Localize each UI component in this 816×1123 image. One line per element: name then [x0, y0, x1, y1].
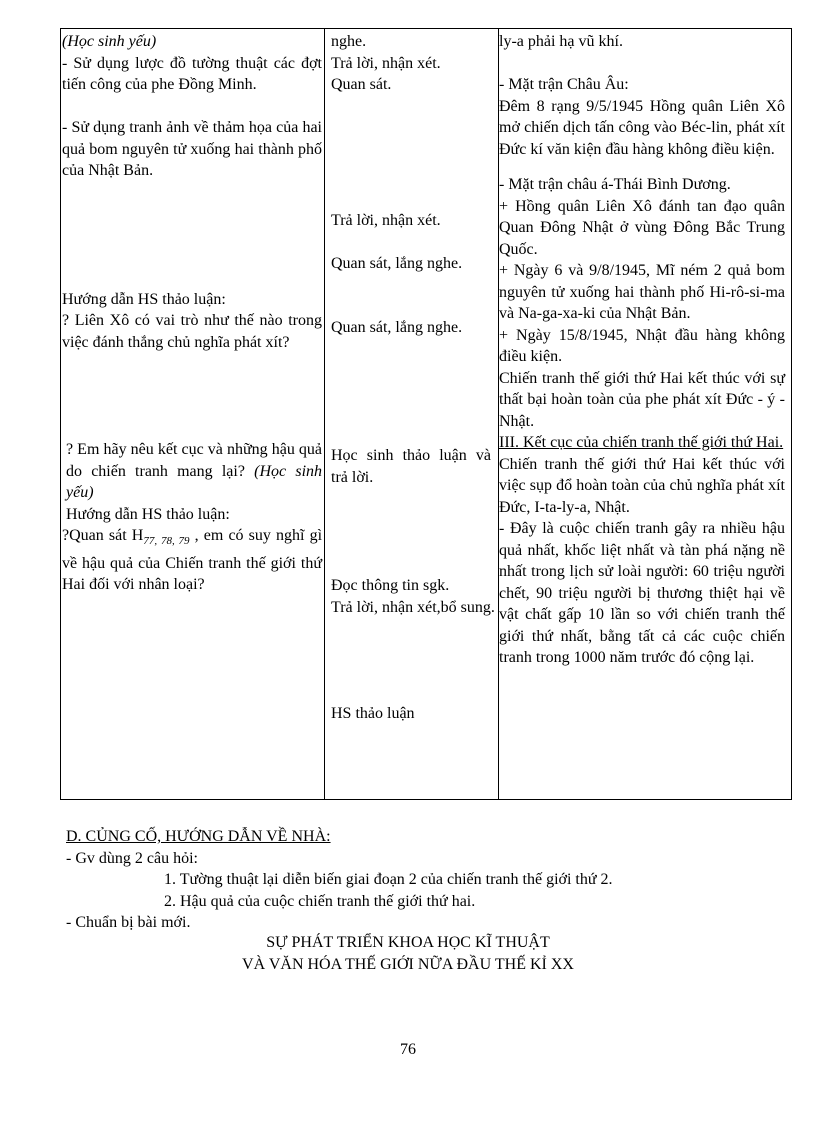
- homework-question-1: 1. Tường thuật lại diễn biến giai đoạn 2 của chiến tranh thế giới thứ 2.: [164, 871, 613, 888]
- content-a: ly-a phải hạ vũ khí.: [499, 33, 623, 50]
- outcome-question: ? Em hãy nêu kết cục và những hậu quả do chiến tranh mang lại? (Học sinh yếu): [66, 441, 323, 501]
- student-activity-a: nghe.: [331, 33, 367, 50]
- student-activity-h: Đọc thông tin sgk.: [331, 577, 450, 594]
- student-activity-b: Trả lời, nhận xét.: [331, 54, 441, 72]
- discussion-guide: Hướng dẫn HS thảo luận:: [62, 290, 226, 308]
- map-activity: - Sử dụng lược đồ tường thuật các đợt tiến công của phe Đồng Minh.: [62, 54, 322, 93]
- section-heading-outcome: III. Kết cục của chiến tranh thế giới thứ Hai.: [499, 434, 784, 451]
- next-lesson-title-line-1: SỰ PHÁT TRIỂN KHOA HỌC KĨ THUẬT: [266, 934, 550, 951]
- next-lesson-title-line-2: VÀ VĂN HÓA THẾ GIỚI NỮA ĐẦU THẾ KỈ XX: [242, 955, 574, 973]
- student-activity-g: Học sinh thảo luận và trả lời.: [331, 447, 491, 486]
- homework-section: [66, 826, 766, 934]
- content-fascism-collapse: Chiến tranh thế giới thứ Hai kết thúc với việc sụp đổ hoàn toàn của chủ nghĩa phát xít Đức, I-ta-ly-a, Nhật.: [499, 455, 785, 516]
- content-atomic-bombs: + Ngày 6 và 9/8/1945, Mĩ ném 2 quả bom nguyên tử xuống hai thành phố Hi-rô-si-ma và Na-ga-xa-ki của Nhật Bản.: [499, 262, 785, 322]
- content-berlin: Đêm 8 rạng 9/5/1945 Hồng quân Liên Xô mở chiến dịch tấn công vào Béc-lin, phát xít Đức kí văn kiện đầu hàng không điều kiện.: [499, 97, 785, 158]
- discussion-guide-2: Hướng dẫn HS thảo luận:: [66, 505, 230, 523]
- soviet-role-question: ? Liên Xô có vai trò như thế nào trong việc đánh thắng chủ nghĩa phát xít?: [62, 312, 322, 351]
- student-activity-i: Trả lời, nhận xét,bổ sung.: [331, 598, 495, 616]
- next-lesson-title: [0, 932, 816, 975]
- content-asia-front: - Mặt trận châu á-Thái Bình Dương.: [499, 176, 731, 193]
- homework-heading: D. CỦNG CỐ, HƯỚNG DẪN VỀ NHÀ:: [66, 828, 331, 845]
- content-consequences: - Đây là cuộc chiến tranh gây ra nhiều hậu quả nhất, khốc liệt nhất và tàn phá nặng nề nhất trong lịch sử loài người: 60 triệu người chết, 90 triệu người bị thương thiệt hại về vật chất gấp 10 lần so với chiến tranh thế giới thứ nhất, bằng tất cả các cuộc chiến tranh trong 1000 năm trước đó cộng lại.: [499, 520, 785, 666]
- homework-question-2: 2. Hậu quả của cuộc chiến tranh thế giới thứ hai.: [164, 892, 476, 910]
- content-war-end: Chiến tranh thế giới thứ Hai kết thúc với sự thất bại hoàn toàn của phe phát xít Đức - ý - Nhật.: [499, 369, 785, 430]
- student-activity-f: Quan sát, lắng nghe.: [331, 319, 463, 336]
- student-activity-column: [325, 29, 499, 799]
- content-europe-front: - Mặt trận Châu Âu:: [499, 76, 629, 93]
- photo-activity: - Sử dụng tranh ảnh về thảm họa của hai quả bom nguyên tử xuống hai thành phố của Nhật Bản.: [62, 119, 322, 179]
- content-kwantung: + Hồng quân Liên Xô đánh tan đạo quân Quan Đông Nhật ở vùng Đông Bắc Trung Quốc.: [499, 197, 785, 258]
- homework-line-1: - Gv dùng 2 câu hỏi:: [66, 849, 198, 867]
- consequence-question: ?Quan sát $H_{77, 78, 79}$ , em có suy nghĩ gì về hậu quả của Chiến tranh thế giới thứ Hai đối với nhân loại?: [62, 527, 323, 594]
- content-japan-surrender: + Ngày 15/8/1945, Nhật đầu hàng không điều kiện.: [499, 326, 785, 365]
- lesson-table: [60, 28, 792, 800]
- page-number: 76: [400, 1041, 416, 1058]
- student-activity-d: Trả lời, nhận xét.: [331, 212, 441, 229]
- homework-line-2: - Chuẩn bị bài mới.: [66, 914, 191, 931]
- student-activity-e: Quan sát, lắng nghe.: [331, 255, 463, 272]
- student-activity-j: HS thảo luận: [331, 705, 415, 722]
- weak-student-note: (Học sinh yếu): [62, 33, 157, 50]
- student-activity-c: Quan sát.: [331, 76, 392, 93]
- teacher-activity-column: [61, 29, 325, 799]
- content-column: [499, 29, 791, 799]
